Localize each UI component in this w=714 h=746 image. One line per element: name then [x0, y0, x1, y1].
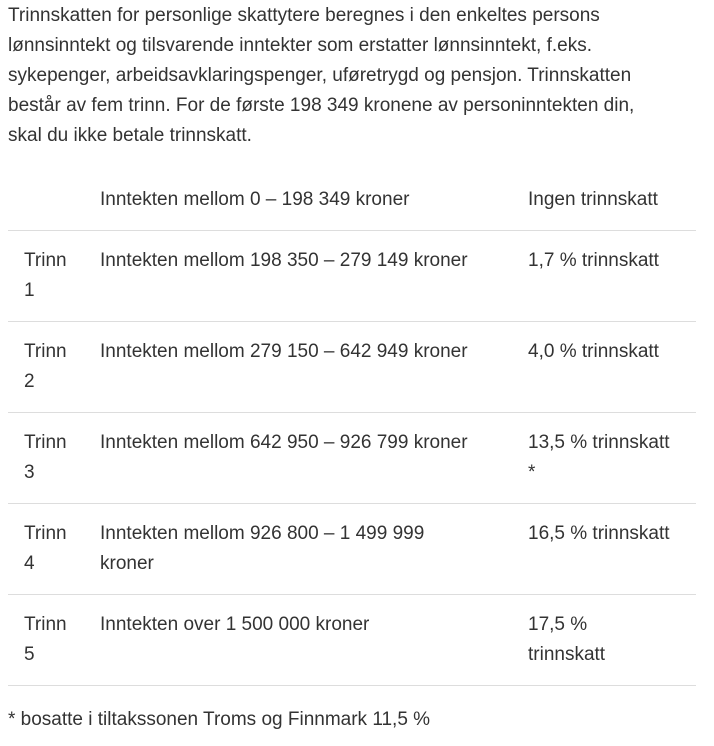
income-range: Inntekten mellom 642 950 – 926 799 kroner — [100, 413, 528, 504]
table-row-step-1 — [8, 231, 696, 322]
income-range: Inntekten mellom 0 – 198 349 kroner — [100, 170, 528, 231]
tax-rate: 4,0 % trinnskatt — [528, 322, 696, 413]
step-label: Trinn 2 — [8, 322, 100, 413]
table-row-step-4 — [8, 504, 696, 595]
income-range: Inntekten mellom 279 150 – 642 949 kroner — [100, 322, 528, 413]
step-label: Trinn 5 — [8, 595, 100, 686]
step-label: Trinn 4 — [8, 504, 100, 595]
tax-rate: 16,5 % trinnskatt — [528, 504, 696, 595]
step-label: Trinn 3 — [8, 413, 100, 504]
income-range: Inntekten over 1 500 000 kroner — [100, 595, 528, 686]
income-range: Inntekten mellom 926 800 – 1 499 999 kroner — [100, 504, 528, 595]
bracket-tax-table — [8, 170, 696, 686]
table-row-step-5 — [8, 595, 696, 686]
step-label: Trinn 1 — [8, 231, 100, 322]
step-label — [8, 170, 100, 231]
tax-rate: 17,5 % trinnskatt — [528, 595, 696, 686]
intro-paragraph: Trinnskatten for personlige skattytere beregnes i den enkeltes persons lønnsinntekt og tilsvarende inntekter som erstatter lønnsinntekt, f.eks. sykepenger, arbeidsavklaringspenger, uføretrygd og pensjon. Trinnskatten består av fem trinn. For de første 198 349 kronene av personinntekten din, skal du ikke betale trinnskatt. — [8, 5, 635, 146]
table-row-no-tax — [8, 170, 696, 231]
table-row-step-3 — [8, 413, 696, 504]
table-row-step-2 — [8, 322, 696, 413]
tax-rate: Ingen trinnskatt — [528, 170, 696, 231]
tax-rate: 1,7 % trinnskatt — [528, 231, 696, 322]
tax-rate: 13,5 % trinnskatt * — [528, 413, 696, 504]
income-range: Inntekten mellom 198 350 – 279 149 kroner — [100, 231, 528, 322]
footnote: * bosatte i tiltakssonen Troms og Finnmark 11,5 % — [8, 709, 431, 730]
